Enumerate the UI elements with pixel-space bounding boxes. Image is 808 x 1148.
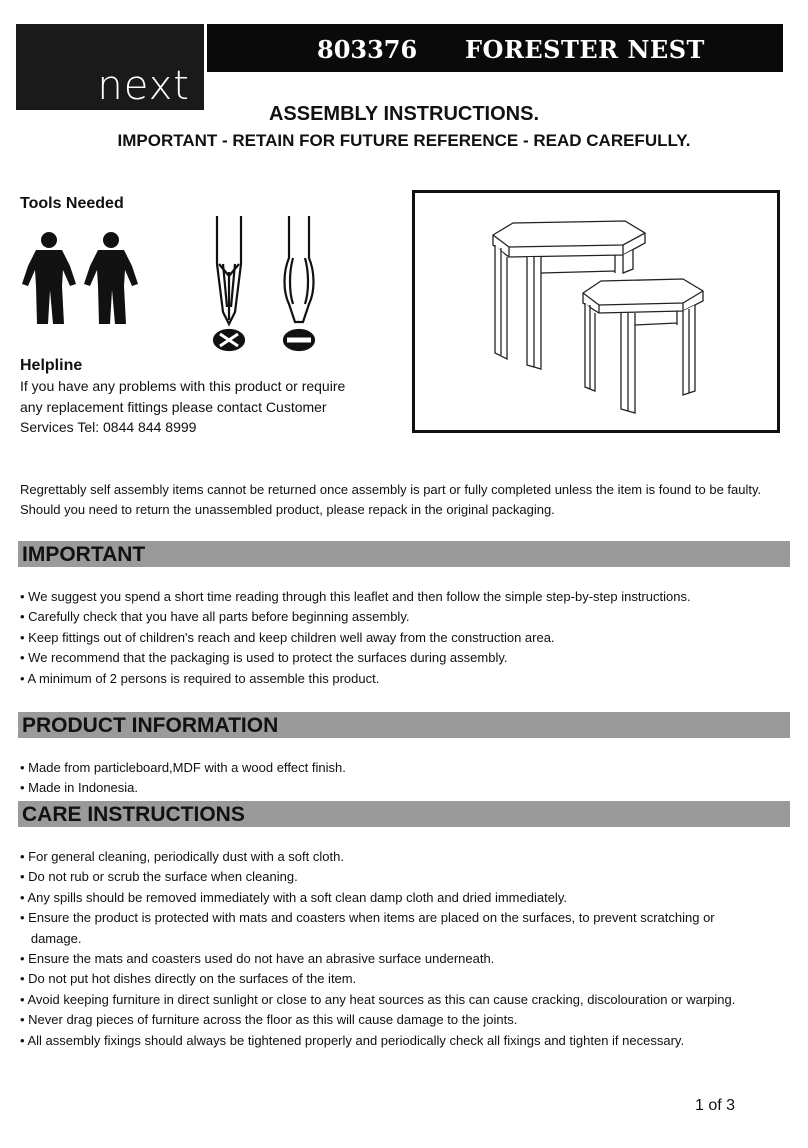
list-item: • Ensure the product is protected with mats and coasters when items are placed on the surfaces, to prevent scratching or bbox=[20, 910, 715, 926]
title-bar bbox=[207, 24, 783, 72]
person-icon bbox=[84, 232, 138, 324]
list-item: • Carefully check that you have all parts before beginning assembly. bbox=[20, 609, 410, 625]
helpline-line: If you have any problems with this product or require bbox=[20, 378, 346, 394]
list-item: • Avoid keeping furniture in direct sunlight or close to any heat sources as this can cause cracking, discolouration or warping. bbox=[20, 991, 736, 1007]
list-item: • We suggest you spend a short time reading through this leaflet and then follow the simple step-by-step instructions. bbox=[20, 589, 691, 604]
page-subtitle: IMPORTANT - RETAIN FOR FUTURE REFERENCE - READ CAREFULLY. bbox=[117, 131, 691, 150]
list-item: • A minimum of 2 persons is required to assemble this product. bbox=[20, 670, 380, 686]
list-item: • Never drag pieces of furniture across the floor as this will cause damage to the joints. bbox=[20, 1012, 518, 1028]
phillips-screwdriver-icon bbox=[214, 216, 244, 350]
product-information-list bbox=[20, 758, 790, 799]
product-illustration-frame bbox=[412, 190, 780, 433]
tools-needed-label: Tools Needed bbox=[20, 195, 124, 212]
list-item: • Made in Indonesia. bbox=[20, 780, 139, 796]
screwdrivers-icon bbox=[205, 212, 335, 354]
nest-of-tables-illustration bbox=[415, 193, 777, 430]
list-item: • Made from particleboard,MDF with a wood effect finish. bbox=[20, 760, 346, 775]
list-item: • Keep fittings out of children's reach and keep children well away from the construction area. bbox=[20, 629, 555, 645]
returns-notice-line2: Should you need to return the unassembled product, please repack in the original packaging. bbox=[20, 502, 555, 517]
brand-logo bbox=[16, 24, 204, 110]
two-persons-icon bbox=[20, 228, 144, 328]
list-item: • Any spills should be removed immediately with a soft clean damp cloth and dried immediately. bbox=[20, 889, 567, 905]
product-code: 803376 bbox=[317, 35, 418, 64]
helpline-label: Helpline bbox=[20, 357, 83, 374]
list-item: • Ensure the mats and coasters used do not have an abrasive surface underneath. bbox=[20, 951, 495, 967]
list-item: • We recommend that the packaging is used to protect the surfaces during assembly. bbox=[20, 650, 508, 666]
list-item: • For general cleaning, periodically dust with a soft cloth. bbox=[20, 849, 344, 864]
flathead-screwdriver-icon bbox=[284, 216, 314, 350]
care-instructions-section-header: CARE INSTRUCTIONS bbox=[18, 801, 790, 827]
list-item: damage. bbox=[20, 930, 82, 946]
care-instructions-list bbox=[20, 847, 790, 1051]
person-icon bbox=[22, 232, 76, 324]
product-name: FORESTER NEST bbox=[465, 35, 705, 64]
page-title: ASSEMBLY INSTRUCTIONS. bbox=[268, 103, 540, 125]
important-list bbox=[20, 587, 790, 689]
important-section-header: IMPORTANT bbox=[18, 541, 790, 567]
returns-notice-line1: Regrettably self assembly items cannot be returned once assembly is part or fully completed unless the item is found to be faulty. bbox=[20, 482, 762, 497]
list-item: • Do not rub or scrub the surface when cleaning. bbox=[20, 869, 298, 885]
page-number: 1 of 3 bbox=[695, 1097, 736, 1114]
list-item: • Do not put hot dishes directly on the surfaces of the item. bbox=[20, 971, 357, 987]
helpline-line: Services Tel: 0844 844 8999 bbox=[20, 419, 197, 435]
helpline-line: any replacement fittings please contact Customer bbox=[20, 398, 327, 415]
logo-text: next bbox=[97, 63, 190, 109]
helpline-text bbox=[20, 376, 350, 438]
product-information-section-header: PRODUCT INFORMATION bbox=[18, 712, 790, 738]
list-item: • All assembly fixings should always be tightened properly and periodically check all fixings and tighten if necessary. bbox=[20, 1032, 685, 1048]
